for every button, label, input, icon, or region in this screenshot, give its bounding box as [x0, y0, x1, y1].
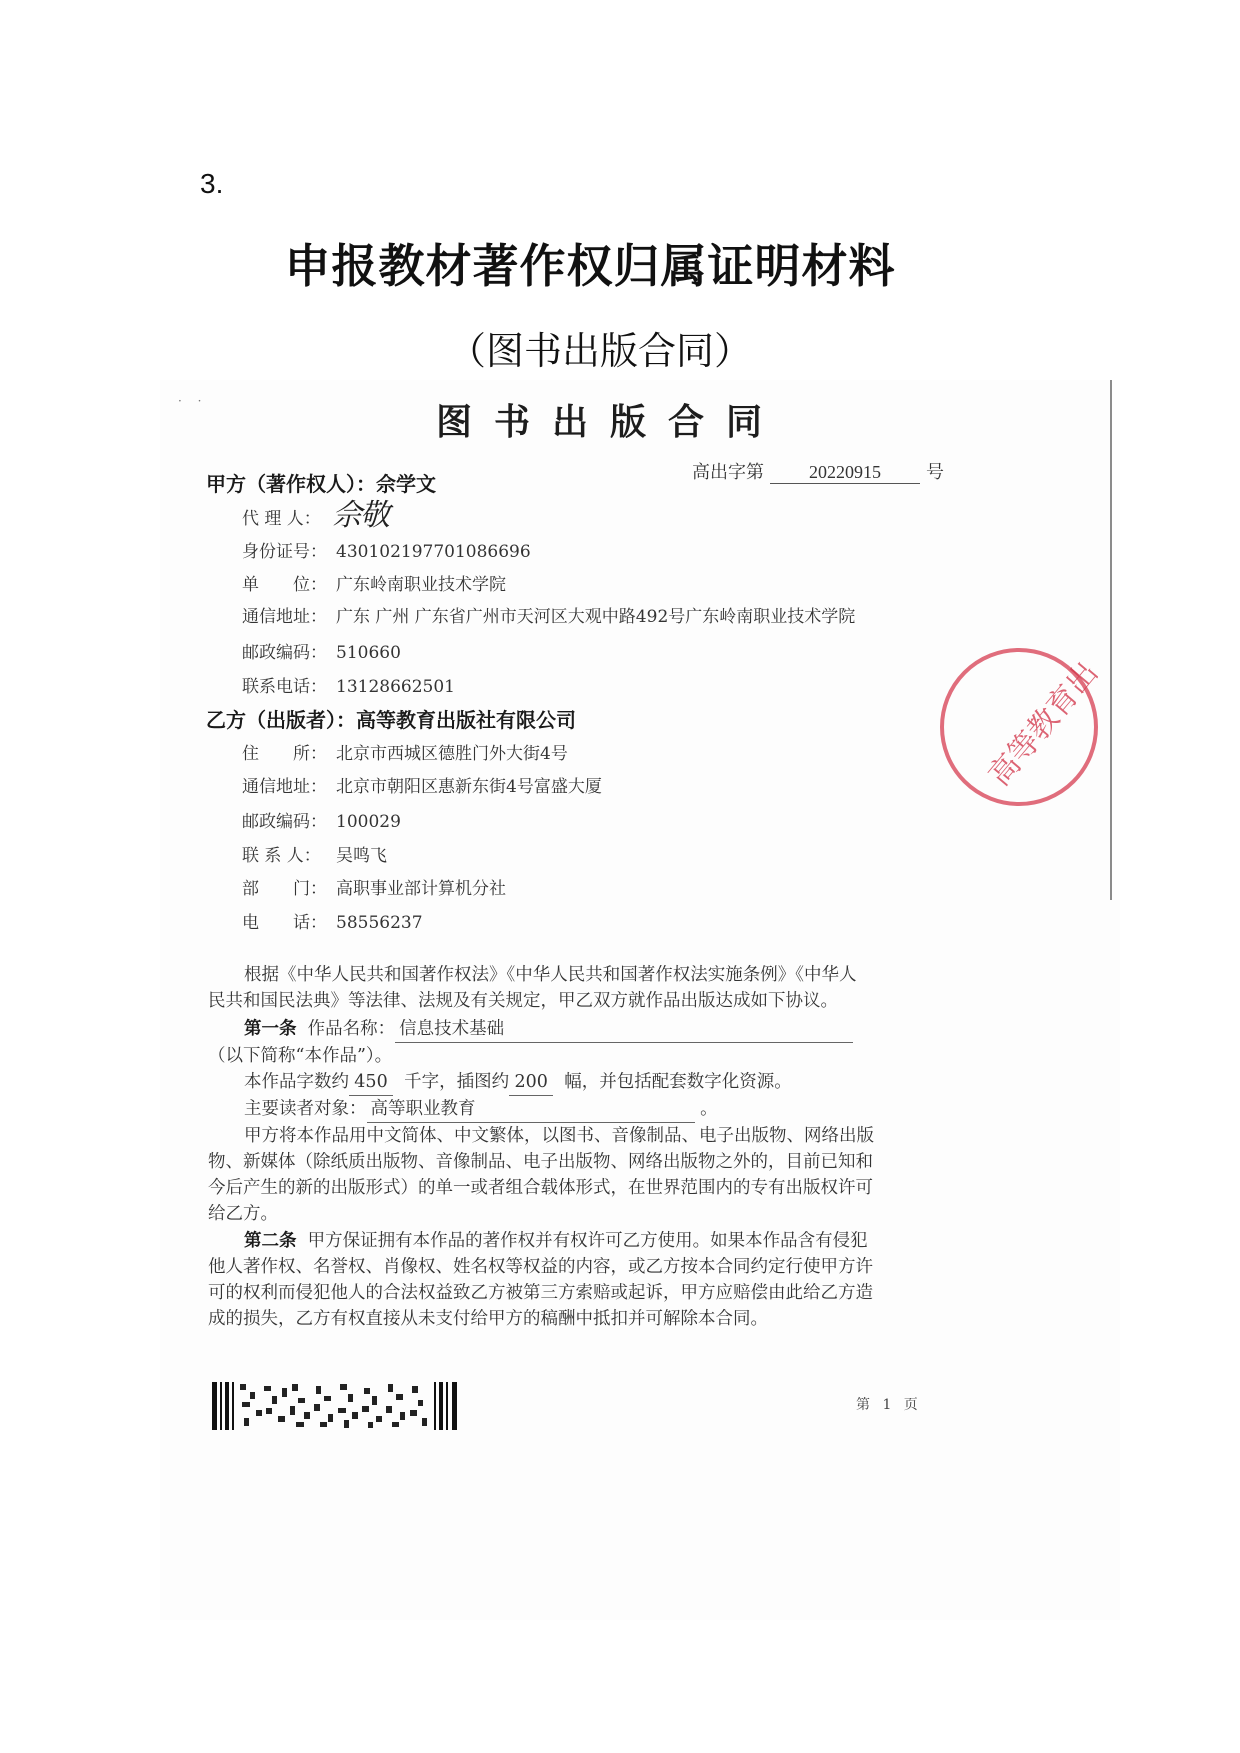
article-2: [208, 1228, 1008, 1332]
party-a-id: [242, 537, 531, 562]
reader-target: 高等职业教育: [367, 1096, 695, 1123]
intro-paragraph: [208, 962, 1008, 1014]
docno-value: 20220915: [770, 462, 920, 484]
party-b-heading: 乙方（出版者）：高等教育出版社有限公司: [206, 708, 576, 732]
word-count-line: [208, 1069, 1008, 1096]
scan-edge-line: [1110, 380, 1112, 900]
figure-count: 200: [509, 1069, 553, 1096]
article-2-line-3: 可的权利而侵犯他人的合法权益致乙方被第三方索赔或起诉，甲方应赔偿由此给乙方造: [208, 1283, 873, 1303]
party-a-agent: [242, 504, 336, 529]
word-count: 450: [349, 1069, 393, 1096]
field-label: 部 门：: [242, 879, 327, 899]
work-name-label: 作品名称：: [307, 1019, 396, 1039]
barcode-image: [212, 1382, 462, 1430]
party-b-postcode: [242, 807, 401, 832]
work-name: 信息技术基础: [395, 1016, 853, 1043]
party-b-department: [242, 874, 506, 899]
scan-specks: · ·: [178, 394, 208, 408]
section-number: 3.: [200, 168, 224, 199]
field-label: 通信地址：: [242, 777, 327, 797]
reader-end: 。: [700, 1099, 718, 1119]
party-a-address: [242, 602, 855, 627]
party-a-heading: 甲方（著作权人）：佘学文: [206, 472, 436, 496]
party-a-postcode: [242, 638, 401, 663]
field-value: 吴鸣飞: [336, 846, 387, 866]
reader-line: [208, 1096, 1008, 1123]
field-label: 住 所：: [242, 744, 327, 764]
grant-line-4: 给乙方。: [208, 1204, 278, 1224]
word-count-prefix: 本作品字数约: [244, 1072, 349, 1092]
party-a-phone: [242, 672, 455, 697]
field-value: 高职事业部计算机分社: [336, 879, 506, 899]
party-b-address: [242, 772, 602, 797]
field-value: 510660: [336, 643, 401, 663]
article-2-label: 第二条: [244, 1231, 297, 1251]
field-label: 电 话：: [242, 913, 327, 933]
field-label: 身份证号：: [242, 542, 327, 562]
page-number: 第 1 页: [856, 1397, 922, 1413]
article-2-line-2: 他人著作权、名誉权、肖像权、姓名权等权益的内容，或乙方按本合同约定行使甲方许: [208, 1257, 873, 1277]
page-subtitle: （图书出版合同）: [447, 329, 752, 373]
article-1-label: 第一条: [244, 1019, 297, 1039]
grant-line-2: 物、新媒体（除纸质出版物、音像制品、电子出版物、网络出版物之外的，目前已知和: [208, 1152, 873, 1172]
article-1: [208, 1016, 1008, 1227]
agent-signature: 佘敬: [332, 498, 388, 533]
page-title: 申报教材著作权归属证明材料: [284, 239, 896, 293]
grant-line-3: 今后产生的新的出版形式）的单一或者组合载体形式，在世界范围内的专有出版权许可: [208, 1178, 873, 1198]
document-number: [692, 458, 944, 484]
contract-title: 图书出版合同: [435, 402, 784, 443]
field-value: 北京市朝阳区惠新东街4号富盛大厦: [336, 777, 602, 797]
party-b-residence: [242, 739, 568, 764]
docno-prefix: 高出字第: [692, 462, 764, 483]
article-2-text-1: 甲方保证拥有本作品的著作权并有权许可乙方使用。如果本作品含有侵犯: [307, 1231, 868, 1251]
article-1-name-line: [208, 1016, 1008, 1043]
article-2-line-1: [208, 1228, 1008, 1254]
grant-line-1: 甲方将本作品用中文简体、中文繁体，以图书、音像制品、电子出版物、网络出版: [244, 1126, 874, 1146]
field-value: 13128662501: [336, 677, 455, 697]
party-a-unit: [242, 570, 506, 595]
figure-count-post: 幅，并包括配套数字化资源。: [564, 1072, 792, 1092]
field-label: 邮政编码：: [242, 643, 327, 663]
field-label: 联 系 人：: [242, 846, 321, 866]
work-short-name: （以下简称“本作品”）。: [208, 1046, 393, 1066]
reader-label: 主要读者对象：: [244, 1099, 367, 1119]
field-value: 北京市西城区德胜门外大街4号: [336, 744, 568, 764]
publisher-seal-text: 高等教育出: [982, 655, 1106, 793]
party-b-phone: [242, 908, 423, 933]
field-value: 广东岭南职业技术学院: [336, 575, 506, 595]
field-label: 单 位：: [242, 575, 327, 595]
scanned-contract-page: [160, 380, 1120, 1620]
intro-line-1: 根据《中华人民共和国著作权法》《中华人民共和国著作权法实施条例》《中华人: [244, 965, 857, 985]
field-label: 通信地址：: [242, 607, 327, 627]
word-count-mid: 千字，插图约: [404, 1072, 510, 1092]
docno-suffix: 号: [926, 462, 944, 483]
field-value: 58556237: [336, 913, 423, 933]
field-label: 联系电话：: [242, 677, 327, 697]
field-label: 邮政编码：: [242, 812, 327, 832]
article-2-line-4: 成的损失，乙方有权直接从未支付给甲方的稿酬中抵扣并可解除本合同。: [208, 1309, 768, 1329]
party-b-contact: [242, 841, 387, 866]
field-value: 广东 广州 广东省广州市天河区大观中路492号广东岭南职业技术学院: [336, 607, 856, 627]
intro-line-2: 民共和国民法典》等法律、法规及有关规定，甲乙双方就作品出版达成如下协议。: [208, 991, 838, 1011]
field-value: 430102197701086696: [336, 542, 531, 562]
field-label: 代 理 人：: [242, 509, 321, 529]
field-value: 100029: [336, 812, 401, 832]
